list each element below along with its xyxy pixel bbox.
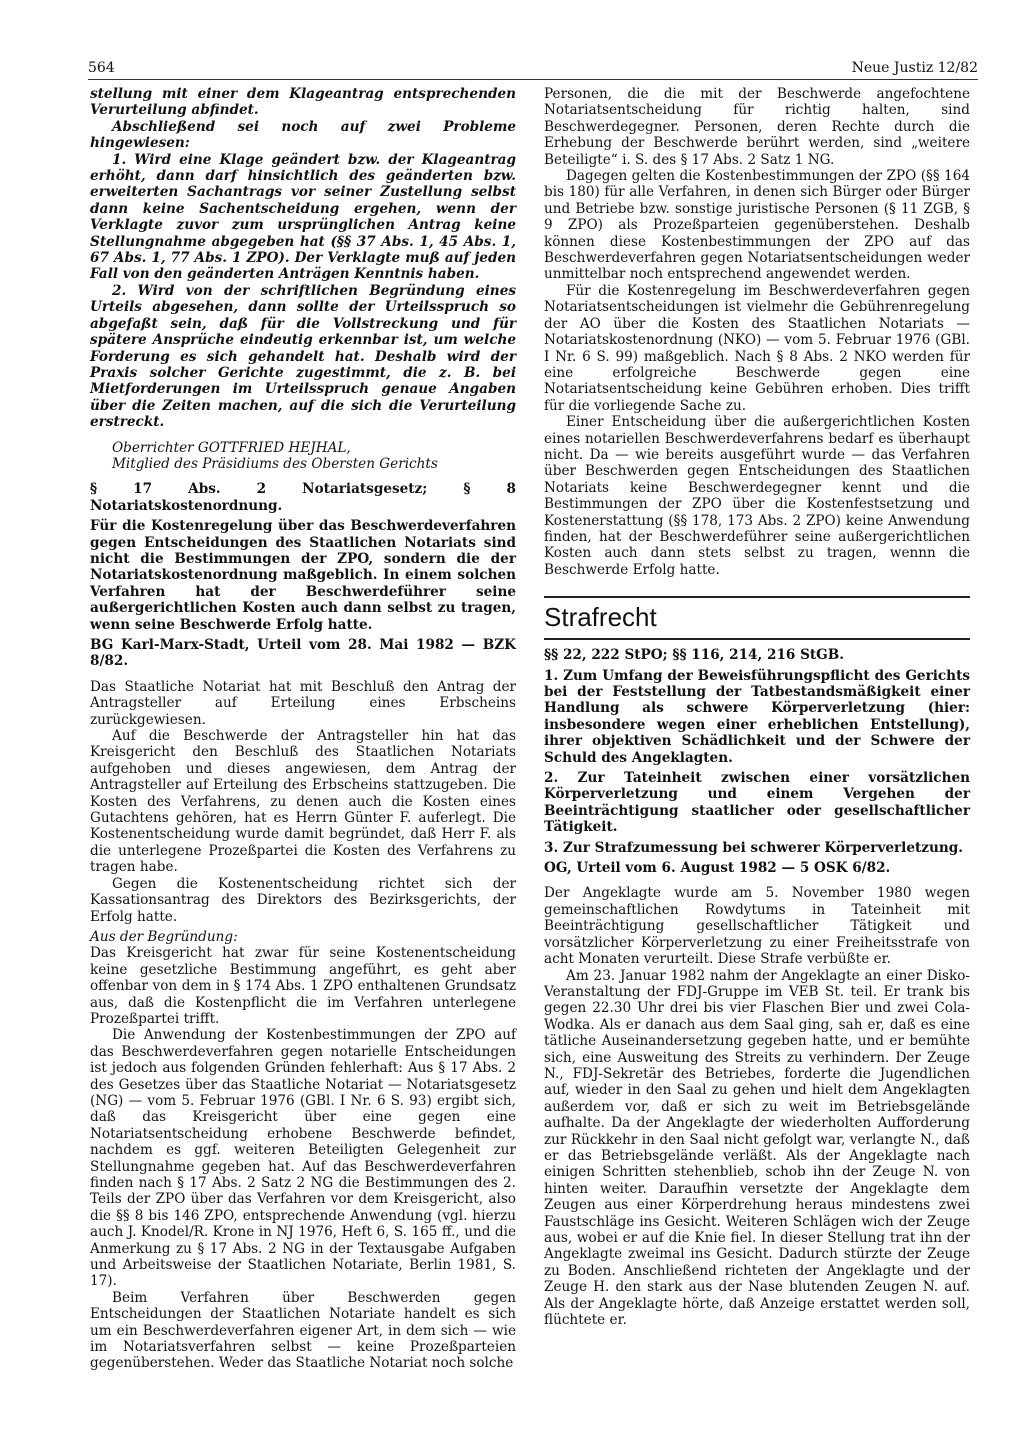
journal-issue: Neue Justiz 12/82	[851, 60, 978, 76]
page-header	[88, 60, 978, 78]
court-citation: OG, Urteil vom 6. August 1982 — 5 OSK 6/82.	[544, 860, 891, 877]
reasoning-label: Aus der Begründung:	[90, 928, 238, 945]
paragraph: Auf die Beschwerde der Antragsteller hin hat das Kreisgericht den Beschluß des Staatlichen Notariats aufgehoben und dieses angewiesen, dem Antrag der Antragsteller auf Erteilung des Erbscheins stattzugeben. Die Kosten des Verfahrens, zu denen auch die Kosten eines Gutachtens gehören, hat es Herrn Günter F. auferlegt. Die Kostenentscheidung wurde damit begründet, daß Herr F. als die unterlegene Prozeßpartei die Kosten des Verfahrens zu tragen habe.	[90, 728, 516, 876]
author-title: Mitglied des Präsidiums des Obersten Gerichts	[112, 455, 438, 472]
author-name: Oberrichter GOTTFRIED HEJHAL,	[112, 439, 351, 456]
header-rule	[88, 79, 978, 80]
headnote: 3. Zur Strafzumessung bei schwerer Körperverletzung.	[544, 839, 963, 856]
headnote: Für die Kostenregelung über das Beschwerdeverfahren gegen Entscheidungen des Staatlichen Notariats sind nicht die Bestimmungen der ZPO, sondern die der Notariatskostenordnung maßgeblich. In einem solchen Verfahren hat der Beschwerdeführer seine außergerichtlichen Kosten auch dann selbst zu tragen, wenn seine Beschwerde Erfolg hatte.	[90, 518, 516, 633]
legal-reference: § 17 Abs. 2 Notariatsgesetz; § 8 Notariatskostenordnung.	[90, 481, 516, 514]
paragraph: 1. Wird eine Klage geändert bzw. der Klageantrag erhöht, dann darf hinsichtlich des geänderten bzw. erweiterten Sachantrags vor seiner Zustellung selbst dann keine Sachentscheidung ergehen, wenn der Verklagte zuvor zum ursprünglichen Antrag keine Stellungnahme abgegeben hat (§§ 37 Abs. 1, 45 Abs. 1, 67 Abs. 1, 77 Abs. 1 ZPO). Der Verklagte muß auf jeden Fall von den geänderten Anträgen Kenntnis haben.	[90, 151, 516, 283]
paragraph: 2. Wird von der schriftlichen Begründung eines Urteils abgesehen, dann sollte der Urteilsspruch so abgefaßt sein, daß für die Vollstreckung und für spätere Ansprüche eindeutig erkennbar ist, um welche Forderung es sich gehandelt hat. Deshalb wird der Praxis solcher Gerichte zugestimmt, die z. B. bei Mietforderungen im Urteilsspruch genaue Angaben über die Zeiten machen, auf die sich die Verurteilung erstreckt.	[90, 282, 516, 431]
right-column	[544, 86, 970, 1328]
left-column	[90, 86, 516, 1372]
paragraph: Die Anwendung der Kostenbestimmungen der ZPO auf das Beschwerdeverfahren gegen notarielle Entscheidungen ist jedoch aus folgenden Gründen fehlerhaft: Aus § 17 Abs. 2 des Gesetzes über das Staatliche Notariat — Notariatsgesetz (NG) — vom 5. Februar 1976 (GBl. I Nr. 6 S. 93) ergibt sich, daß das Kreisgericht über eine gegen eine Notariatsentscheidung erhobene Beschwerde befindet, nachdem es ggf. weiteren Beteiligten Gelegenheit zur Stellungnahme gegeben hat. Auf das Beschwerdeverfahren finden nach § 17 Abs. 2 Satz 2 NG die Bestimmungen des 2. Teils der ZPO über das Verfahren vor dem Kreisgericht, also die §§ 8 bis 146 ZPO, entsprechende Anwendung (vgl. hierzu auch J. Knodel/R. Krone in NJ 1976, Heft 6, S. 165 ff., und die Anmerkung zu § 17 Abs. 2 NG in der Textausgabe Aufgaben und Arbeitsweise der Staatlichen Notariate, Berlin 1981, S. 17).	[90, 1027, 516, 1290]
court-citation: BG Karl-Marx-Stadt, Urteil vom 28. Mai 1982 — BZK 8/82.	[90, 637, 516, 670]
paragraph: Das Staatliche Notariat hat mit Beschluß den Antrag der Antragsteller auf Erteilung eines Erbscheins zurückgewiesen.	[90, 678, 516, 728]
page-number: 564	[88, 60, 115, 76]
paragraph: Am 23. Januar 1982 nahm der Angeklagte an einer Disko-Veranstaltung der FDJ-Gruppe im VEB St. teil. Er trank bis gegen 22.30 Uhr drei bis vier Flaschen Bier und zwei Cola-Wodka. Als er danach aus dem Saal ging, sah er, daß es eine tätliche Auseinandersetzung gegeben hatte, und er bemühte sich, eine Ausweitung des Streits zu verhindern. Der Zeuge N., FDJ-Sekretär des Betriebes, forderte die Jugendlichen auf, wieder in den Saal zu gehen und hielt dem Angeklagten außerdem vor, daß er sich zu weit im Betriebsgelände aufhalte. Da der Angeklagte der wiederholten Aufforderung zur Rückkehr in den Saal nicht gefolgt war, verlangte N., daß er das Betriebsgelände verläßt. Als der Angeklagte nach einigen Schritten stehenblieb, schob ihn der Zeuge N. von hinten weiter. Daraufhin versetzte der Angeklagte dem Zeugen aus einer Körperdrehung heraus mindestens zwei Faustschläge ins Gesicht. Weiteren Schlägen wich der Zeuge aus, wobei er auf die Knie fiel. In dieser Stellung trat ihn der Angeklagte zweimal ins Gesicht. Dadurch stürzte der Zeuge zu Boden. Anschließend richteten der Angeklagte und der Zeuge H. den stark aus der Nase blutenden Zeugen N. auf. Als der Angeklagte hörte, daß Anzeige erstattet werden soll, flüchtete er.	[544, 967, 970, 1329]
paragraph: Gegen die Kostenentscheidung richtet sich der Kassationsantrag des Direktors des Bezirksgerichts, der Erfolg hatte.	[90, 875, 516, 925]
legal-reference: §§ 22, 222 StPO; §§ 116, 214, 216 StGB.	[544, 647, 845, 664]
section-heading: Strafrecht	[544, 596, 970, 640]
paragraph: Abschließend sei noch auf zwei Probleme hingewiesen:	[90, 118, 516, 152]
paragraph: Der Angeklagte wurde am 5. November 1980 wegen gemeinschaftlichen Rowdytums in Tateinheit mit Beeinträchtigung gesellschaftlicher Tätigkeit und vorsätzlicher Körperverletzung zu einer Freiheitsstrafe von acht Monaten verurteilt. Diese Strafe verbüßte er.	[544, 885, 970, 968]
paragraph: Das Kreisgericht hat zwar für seine Kostenentscheidung keine gesetzliche Bestimmung angeführt, es geht aber offenbar von dem in § 174 Abs. 1 ZPO enthaltenen Grundsatz aus, daß die Kostenpflicht die im Verfahren unterlegene Prozeßpartei trifft.	[90, 945, 516, 1027]
headnote: 2. Zur Tateinheit zwischen einer vorsätzlichen Körperverletzung und einem Vergehen der Beeinträchtigung staatlicher oder gesellschaftlicher Tätigkeit.	[544, 770, 970, 836]
paragraph: Dagegen gelten die Kostenbestimmungen der ZPO (§§ 164 bis 180) für alle Verfahren, in denen sich Bürger oder Bürger und Betriebe bzw. sonstige juristische Personen (§ 11 ZGB, § 9 ZPO) als Prozeßparteien gegenüberstehen. Deshalb können diese Kostenbestimmungen der ZPO auf das Beschwerdeverfahren gegen Notariatsentscheidungen weder unmittelbar noch entsprechend angewendet werden.	[544, 168, 970, 283]
paragraph: Personen, die die mit der Beschwerde angefochtene Notariatsentscheidung für richtig halten, sind Beschwerdegegner. Personen, deren Rechte durch die Erhebung der Beschwerde berührt werden, sind „weitere Beteiligte“ i. S. des § 17 Abs. 2 Satz 1 NG.	[544, 86, 970, 168]
headnote: 1. Zum Umfang der Beweisführungspflicht des Gerichts bei der Feststellung der Tatbestandsmäßigkeit einer Handlung als schwere Körperverletzung (hier: insbesondere wegen einer erheblichen Entstellung), ihrer objektiven Schädlichkeit und der Schwere der Schuld des Angeklagten.	[544, 667, 970, 766]
paragraph: Für die Kostenregelung im Beschwerdeverfahren gegen Notariatsentscheidungen ist vielmehr die Gebührenregelung der AO über die Kosten des Staatlichen Notariats — Notariatskostenordnung (NKO) — vom 5. Februar 1976 (GBl. I Nr. 6 S. 99) maßgeblich. Nach § 8 Abs. 2 NKO werden für eine erfolgreiche Beschwerde gegen eine Notariatsentscheidung keine Gebühren erhoben. Dies trifft für die vorliegende Sache zu.	[544, 282, 970, 414]
paragraph: Einer Entscheidung über die außergerichtlichen Kosten eines notariellen Beschwerdeverfahrens bedarf es überhaupt nicht. Da — wie bereits ausgeführt wurde — das Verfahren über Beschwerden gegen Entscheidungen des Staatlichen Notariats keine Beschwerdegegner kennt und die Bestimmungen der ZPO über die Kostenfestsetzung und Kostenerstattung (§§ 178, 173 Abs. 2 ZPO) keine Anwendung finden, hat der Beschwerdeführer seine außergerichtlichen Kosten auch dann stets selbst zu tragen, wennn die Beschwerde Erfolg hatte.	[544, 414, 970, 578]
paragraph: Beim Verfahren über Beschwerden gegen Entscheidungen der Staatlichen Notariate handelt es sich um ein Beschwerdeverfahren eigener Art, in dem sich — wie im Notariatsverfahren selbst — keine Prozeßparteien gegenüberstehen. Weder das Staatliche Notariat noch solche	[90, 1289, 516, 1372]
paragraph: stellung mit einer dem Klageantrag entsprechenden Verurteilung abfindet.	[90, 86, 516, 119]
